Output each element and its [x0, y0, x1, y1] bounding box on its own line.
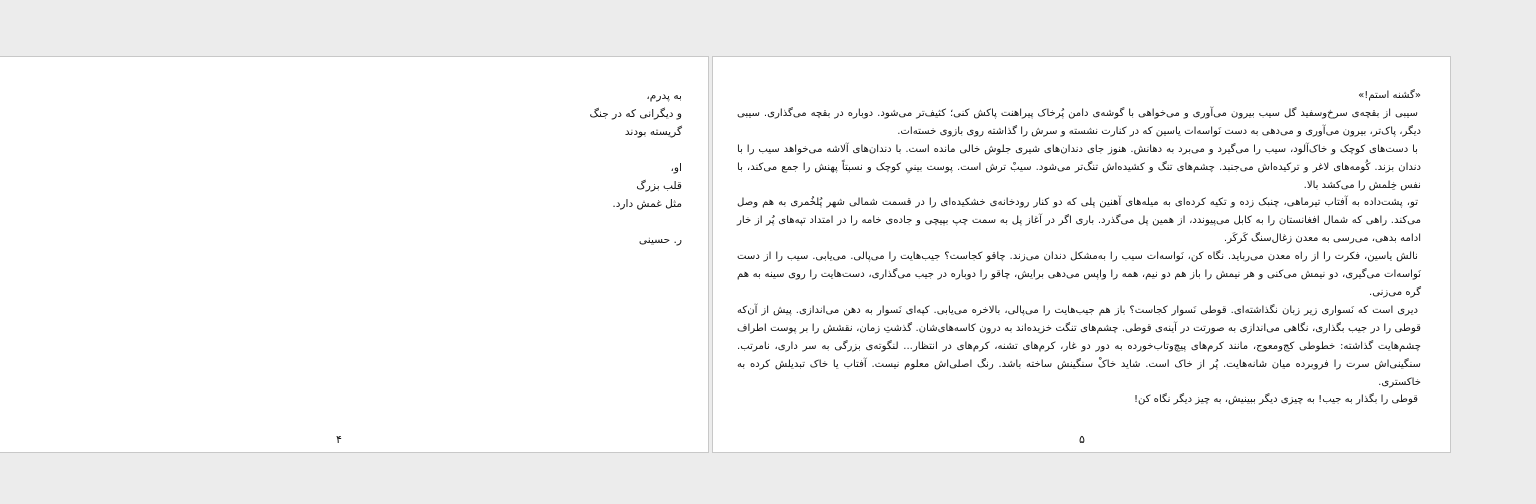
dedication-spacer — [590, 213, 682, 231]
left-page — [0, 56, 709, 453]
paragraph: دیری است که نَسواری زیر زبان نگذاشته‌ای. قوطی نَسوار کجاست؟ باز هم جیب‌هایت را می‌پالی، بالاخره می‌یابی. کپه‌ای نَسوار به دهن می‌اندازی. پیش از آن‌که قوطی را در جیب بگذاری، نگاهی می‌اندازی به صورتت در آینه‌ی قوطی. چشم‌های تنگت خزیده‌اند به درون کاسه‌های‌شان. گذشتِ زمان، نقشش را بر پوست اطراف چشم‌هایت گذاشته: خطوطی کج‌ومعوج، مانند کرم‌های پیچ‌وتاب‌خورده به دور دو غار، کرم‌های تشنه، کرم‌های در انتظار... لنگوته‌ی بزرگی به سر داری، نامرتب. سنگینی‌اش سرت را فروبرده میان شانه‌هایت. پُر از خاک است. شاید خاکْ سنگینش ساخته باشد. رنگ اصلی‌اش معلوم نیست. آفتاب یا خاک تبدیلش کرده به خاکستری. — [737, 304, 1421, 388]
dedication-line: گریسته بودند — [624, 126, 682, 138]
dedication-line: قلب بزرگ — [636, 180, 682, 192]
body-text — [737, 87, 1421, 409]
paragraph: سیبی از بقچه‌ی سرخ‌وسفید گل سیب بیرون می‌آوری و می‌خواهی با گوشه‌ی دامن پُرخاک پیراهنت پاکش کنی؛ کثیف‌تر می‌شود. دوباره در بقچه می‌گذاری. سیبی دیگر، پاک‌تر، بیرون می‌آوری و می‌دهی به دست نَواسه‌ات یاسین که در کنارت نشسته و سرش را گذاشته روی بازوی خسته‌ات. — [737, 107, 1421, 137]
dedication-line: به پدرم، — [646, 90, 682, 102]
dedication-spacer — [590, 141, 682, 159]
dedication-line: او، — [670, 162, 682, 174]
chapter-heading: «گشنه استم!» — [1358, 90, 1421, 101]
paragraph: قوطی را بگذار به جیب! به چیزی دیگر ببینیش، به چیز دیگر نگاه کن! — [1133, 394, 1418, 406]
dedication — [590, 87, 682, 249]
paragraph: نالش یاسین، فکرت را از راه معدن می‌رباید. نگاه کن، نَواسه‌ات سیب را به‌مشکل دندان می‌زند. چاقو کجاست؟ جیب‌هایت را می‌پالی. می‌یابی. سیب را از دست نَواسه‌ات می‌گیری، دو نیمش می‌کنی و هر نیمش را باز هم دو نیم، همه را واپس می‌دهی برایش، چاقو را دوباره در جیب می‌گذاری، دست‌هایت را روی سینه به هم گره می‌زنی. — [737, 251, 1421, 298]
page-number: ۴ — [336, 433, 342, 446]
dedication-line: مثل غمش دارد. — [612, 198, 682, 210]
right-page — [712, 56, 1451, 453]
paragraph: با دست‌های کوچک و خاک‌آلود، سیب را می‌گیرد و می‌برد به دهانش. هنوز جای دندان‌های شیری جلوش خالی مانده است. با دندان‌های آلاشه می‌خواهد سیب را با دندان بزند. کُومه‌های لاغر و ترکیده‌اش می‌جنبد. چشم‌های تنگ و کشیده‌اش تنگ‌تر می‌شود. سیبْ ترش است. پوست بینیِ کوچک و نسبتاً پهنش را جمع می‌کند، با نفس خِلمش را می‌کشد بالا. — [737, 143, 1421, 191]
page-number: ۵ — [1079, 433, 1085, 446]
dedication-author: ر. حسینی — [638, 234, 682, 246]
paragraph: تو، پشت‌داده به آفتاب تیرماهی، چنبک زده و تکیه کرده‌ای به میله‌های آهنین پلی که دو کنار رودخانه‌ی خشکیده‌ای را در قسمت شمالی شهر پُلخُمری به هم وصل می‌کند. راهی که شمال افغانستان را به کابل می‌پیوندد، از همین پل می‌گذرد. باری اگر در آغاز پل به سمت چپ بپیچی و جاده‌ی خامه را در امتداد تپه‌های پُر از خار ادامه بدهی، می‌رسی به معدن زغال‌سنگ کَرکَر. — [737, 197, 1421, 245]
dedication-line: و دیگرانی که در جنگ — [589, 108, 682, 120]
